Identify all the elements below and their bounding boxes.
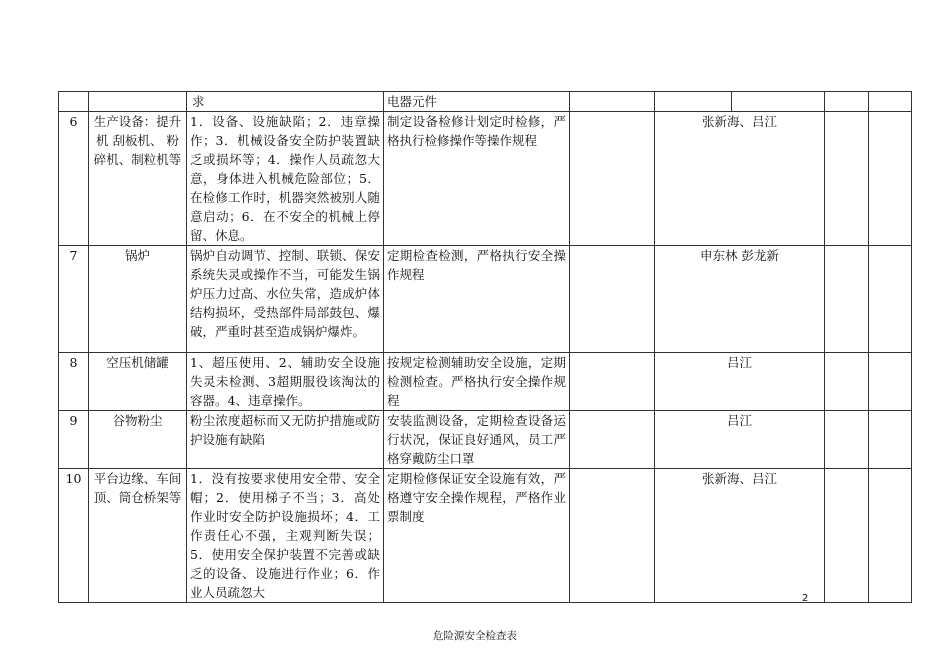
hazard-source-cell: 生产设备：提升机 刮板机、 粉碎机、制粒机等 (89, 112, 187, 246)
row-number-cell: 10 (59, 469, 89, 603)
row-number-cell: 8 (59, 353, 89, 411)
table-row-carryover (59, 92, 912, 112)
hazard-description-cell: 锅炉自动调节、控制、联锁、保安系统失灵或操作不当，可能发生锅炉压力过高、水位失常，造成炉体结构损坏，受热部件局部鼓包、爆破，严重时甚至造成锅炉爆炸。 (187, 246, 384, 353)
table-row (59, 112, 912, 246)
row-number-cell: 6 (59, 112, 89, 246)
hazard-description-cell: 粉尘浓度超标而又无防护措施或防护设施有缺陷 (187, 411, 384, 469)
table-row (59, 411, 912, 469)
responsible-person-cell: 申东林 彭龙新 (655, 246, 825, 353)
row-number-cell: 7 (59, 246, 89, 353)
hazard-source-cell: 锅炉 (89, 246, 187, 353)
hazard-description-cell: 1、超压使用、2、辅助安全设施失灵未检测、3超期服役该淘汰的容器。4、违章操作。 (187, 353, 384, 411)
hazard-description-cell: 1．没有按要求使用安全带、安全帽；2．使用梯子不当；3．高处作业时安全防护设施损坏；4．工作责任心不强，主观判断失误；5．使用安全保护装置不完善或缺乏的设备、设施进行作业；6．作业人员疏忽大 (187, 469, 384, 603)
control-measure-cell: 定期检修保证安全设施有效，严格遵守安全操作规程，严格作业票制度 (384, 469, 570, 603)
page-number: 2 (802, 593, 809, 604)
responsible-person-cell: 张新海、吕江 (655, 112, 825, 246)
row-number-cell: 9 (59, 411, 89, 469)
requirement-tail-cell: 求 (187, 92, 384, 112)
document-footer-title: 危险源安全检查表 (433, 630, 517, 642)
control-measure-cell: 定期检查检测，严格执行安全操作规程 (384, 246, 570, 353)
hazard-source-cell: 谷物粉尘 (89, 411, 187, 469)
table-row (59, 353, 912, 411)
control-measure-cell: 安装监测设备，定期检查设备运行状况，保证良好通风，员工严格穿戴防尘口罩 (384, 411, 570, 469)
responsible-person-cell: 张新海、吕江 (655, 469, 825, 603)
control-measure-cell: 按规定检测辅助安全设施，定期检测检查。严格执行安全操作规程 (384, 353, 570, 411)
hazard-source-cell: 平台边缘、车间顶、筒仓桥架等 (89, 469, 187, 603)
responsible-person-cell: 吕江 (655, 411, 825, 469)
responsible-person-cell: 吕江 (655, 353, 825, 411)
control-measure-cell: 制定设备检修计划定时检修，严格执行检修操作等操作规程 (384, 112, 570, 246)
table-row (59, 469, 912, 603)
hazard-source-cell: 空压机储罐 (89, 353, 187, 411)
hazard-description-cell: 1．设备、设施缺陷；2．违章操作；3．机械设备安全防护装置缺乏或损坏等；4．操作人员疏忽大意，身体进入机械危险部位；5．在检修工作时，机器突然被别人随意启动；6．在不安全的机械上停留、休息。 (187, 112, 384, 246)
table-row (59, 246, 912, 353)
measure-tail-cell: 电器元件 (384, 92, 570, 112)
hazard-inspection-table (58, 91, 912, 603)
